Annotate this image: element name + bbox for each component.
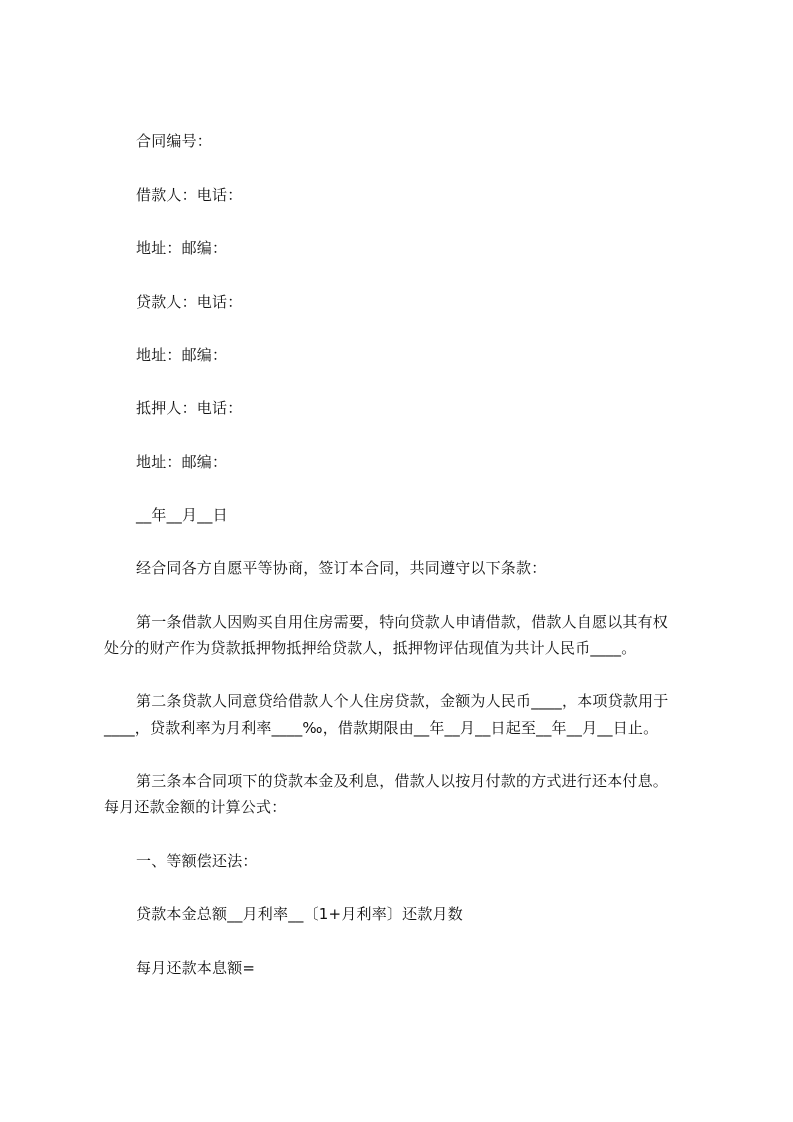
article-3-line-2: 每月还款金额的计算公式： xyxy=(104,798,287,816)
contract-number-label: 合同编号： xyxy=(136,132,213,150)
article-2-line-2: ____，贷款利率为月利率____‰，借款期限由__年__月__日起至__年__月__日止。 xyxy=(104,719,659,737)
article-1-line-1: 第一条借款人因购买自用住房需要，特向贷款人申请借款，借款人自愿以其有权 xyxy=(136,613,669,631)
date-line: __年__月__日 xyxy=(136,506,228,524)
lender-address-line: 地址：邮编： xyxy=(136,346,228,364)
method-1-heading: 一、等额偿还法： xyxy=(136,852,258,870)
mortgagor-address-line: 地址：邮编： xyxy=(136,453,228,471)
monthly-payment-line: 每月还款本息额= xyxy=(136,959,256,977)
article-2-line-1: 第二条贷款人同意贷给借款人个人住房贷款，金额为人民币____，本项贷款用于 xyxy=(136,692,669,710)
article-3-line-1: 第三条本合同项下的贷款本金及利息，借款人以按月付款的方式进行还本付息。 xyxy=(136,772,669,790)
lender-line: 贷款人：电话： xyxy=(136,293,243,311)
preamble-paragraph: 经合同各方自愿平等协商，签订本合同，共同遵守以下条款： xyxy=(136,559,547,577)
formula-line: 贷款本金总额__月利率__〔1+月利率〕还款月数 xyxy=(136,905,463,923)
borrower-address-line: 地址：邮编： xyxy=(136,239,228,257)
article-1-line-2: 处分的财产作为贷款抵押物抵押给贷款人，抵押物评估现值为共计人民币____。 xyxy=(104,639,637,657)
borrower-line: 借款人：电话： xyxy=(136,186,243,204)
mortgagor-line: 抵押人：电话： xyxy=(136,399,243,417)
